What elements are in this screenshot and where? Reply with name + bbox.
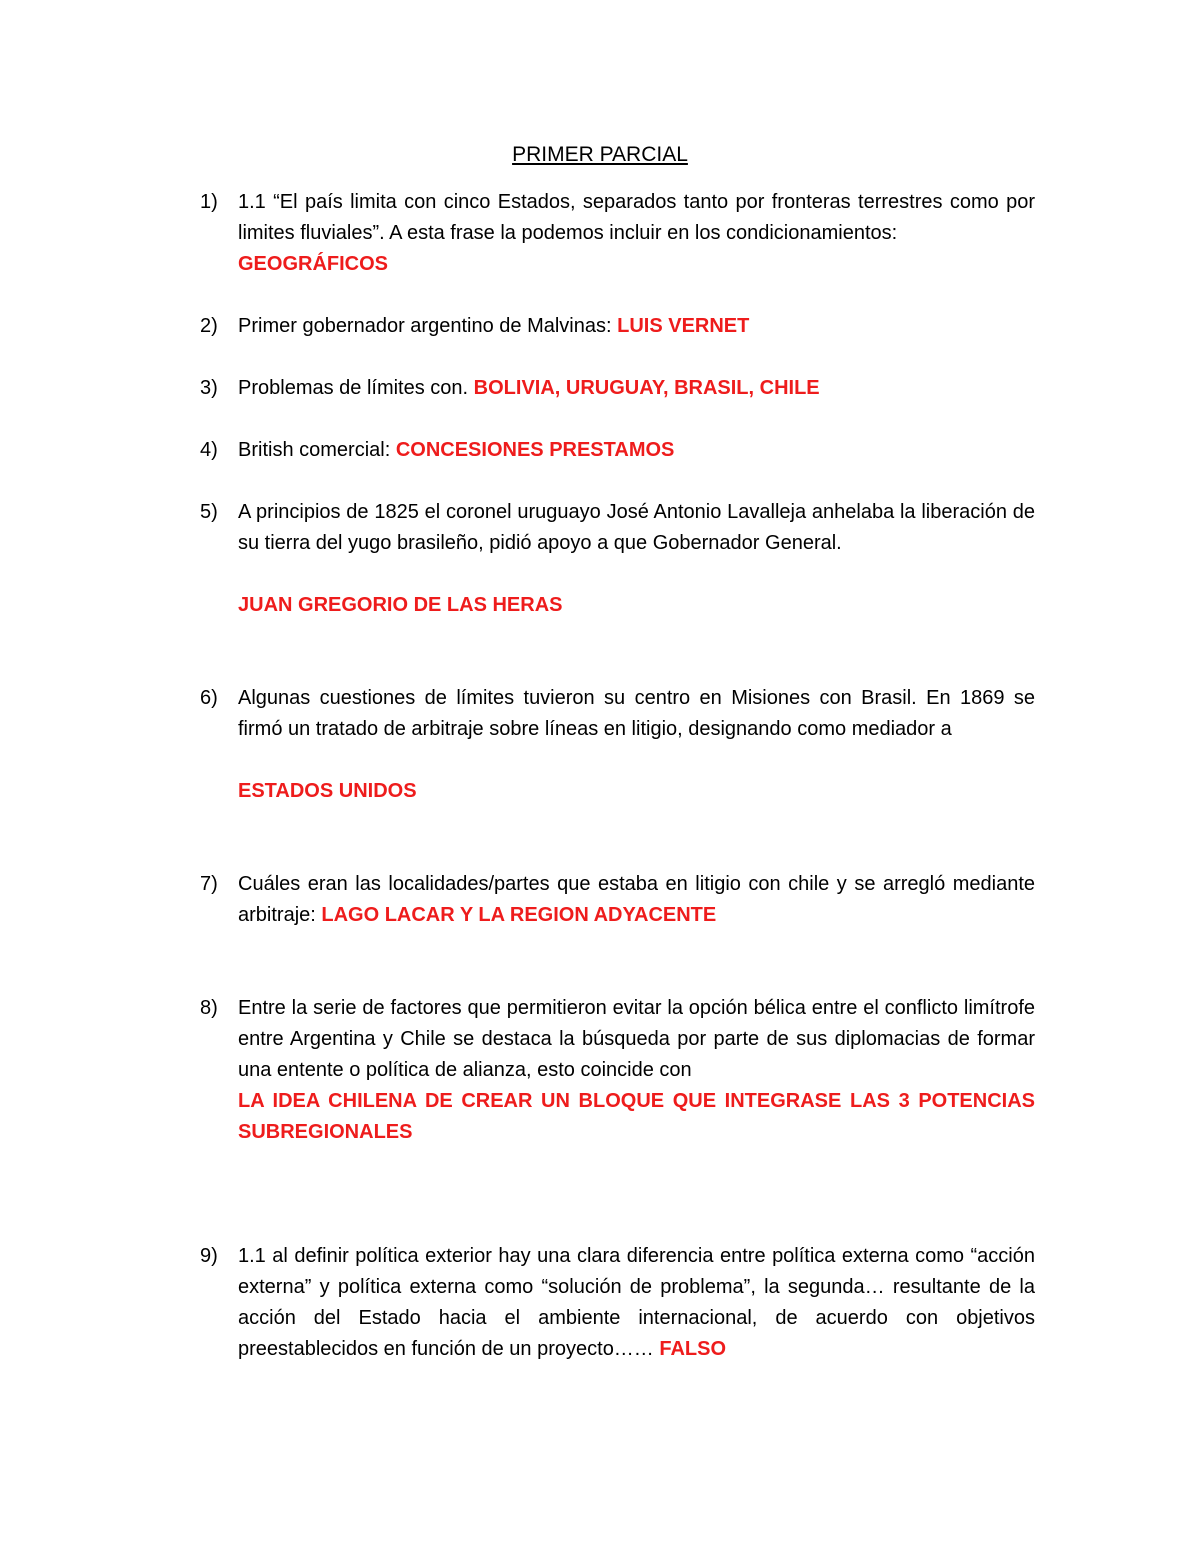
question-text: A principios de 1825 el coronel uruguayo José Antonio Lavalleja anhelaba la liberación de su tierra del yugo brasileño, pidió apoyo a que Gobernador General. xyxy=(238,501,1035,554)
question-body xyxy=(238,869,1035,931)
question-item xyxy=(200,435,1035,466)
question-body xyxy=(238,993,1035,1148)
question-number: 9) xyxy=(200,1245,218,1267)
answer-text: FALSO xyxy=(659,1338,727,1360)
answer-text: BOLIVIA, URUGUAY, BRASIL, CHILE xyxy=(473,377,820,399)
answer-text: LAGO LACAR Y LA REGION ADYACENTE xyxy=(321,904,717,926)
answer-text: LUIS VERNET xyxy=(617,315,750,337)
question-item xyxy=(200,311,1035,342)
question-body xyxy=(238,311,1035,342)
question-item xyxy=(200,497,1035,621)
answer-text: ESTADOS UNIDOS xyxy=(238,780,417,802)
question-body xyxy=(238,435,1035,466)
question-text: 1.1 al definir política exterior hay una clara diferencia entre política externa como “acción externa” y política externa como “solución de problema”, la segunda… resultante de la acción del Estado hacia el ambiente internacional, de acuerdo con objetivos preestablecidos en función de un proyecto…… xyxy=(238,1245,1035,1360)
question-number: 5) xyxy=(200,501,218,523)
question-body xyxy=(238,683,1035,807)
question-item xyxy=(200,187,1035,280)
question-body xyxy=(238,1241,1035,1365)
answer-text: LA IDEA CHILENA DE CREAR UN BLOQUE QUE INTEGRASE LAS 3 POTENCIAS SUBREGIONALES xyxy=(238,1090,1035,1143)
question-item xyxy=(200,993,1035,1148)
answer-text: CONCESIONES PRESTAMOS xyxy=(395,439,675,461)
question-item xyxy=(200,373,1035,404)
question-item xyxy=(200,869,1035,931)
question-text: Primer gobernador argentino de Malvinas: xyxy=(238,315,612,337)
question-number: 2) xyxy=(200,315,218,337)
answer-text: JUAN GREGORIO DE LAS HERAS xyxy=(238,594,563,616)
question-body xyxy=(238,497,1035,621)
question-text: British comercial: xyxy=(238,439,391,461)
question-number: 6) xyxy=(200,687,218,709)
question-text: Entre la serie de factores que permitieron evitar la opción bélica entre el conflicto limítrofe entre Argentina y Chile se destaca la búsqueda por parte de sus diplomacias de formar una entente o política de alianza, esto coincide con xyxy=(238,997,1035,1081)
question-number: 8) xyxy=(200,997,218,1019)
question-number: 3) xyxy=(200,377,218,399)
question-text: Algunas cuestiones de límites tuvieron su centro en Misiones con Brasil. En 1869 se firmó un tratado de arbitraje sobre líneas en litigio, designando como mediador a xyxy=(238,687,1035,740)
question-text: Problemas de límites con. xyxy=(238,377,469,399)
answer-text: GEOGRÁFICOS xyxy=(238,253,389,275)
question-number: 1) xyxy=(200,191,218,213)
question-number: 4) xyxy=(200,439,218,461)
question-body xyxy=(238,187,1035,280)
question-item xyxy=(200,683,1035,807)
question-body xyxy=(238,373,1035,404)
question-item xyxy=(200,1241,1035,1365)
page-title: PRIMER PARCIAL xyxy=(512,143,688,166)
question-text: Cuáles eran las localidades/partes que estaba en litigio con chile y se arregló mediante arbitraje: xyxy=(238,873,1035,926)
question-text: 1.1 “El país limita con cinco Estados, separados tanto por fronteras terrestres como por limites fluviales”. A esta frase la podemos incluir en los condicionamientos: xyxy=(238,191,1035,244)
question-number: 7) xyxy=(200,873,218,895)
